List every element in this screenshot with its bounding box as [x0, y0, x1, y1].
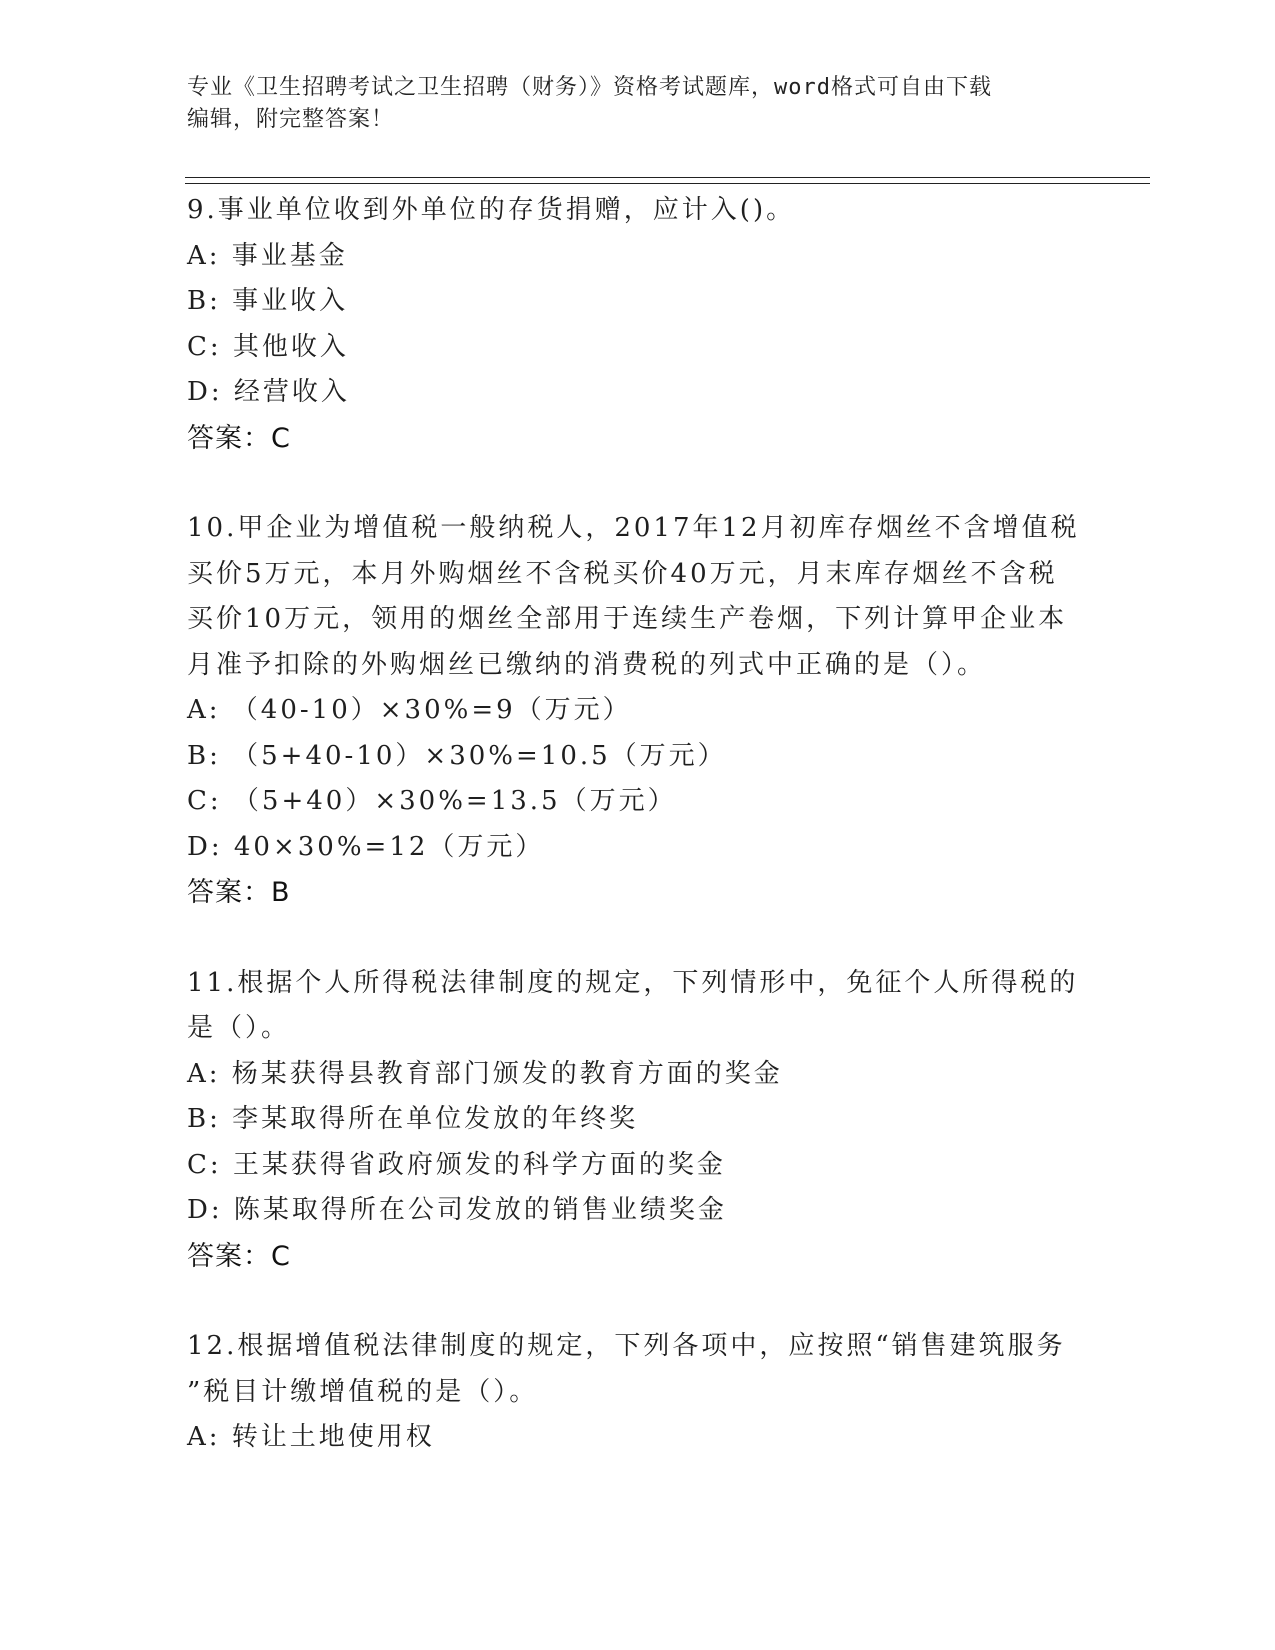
- question-stem: 是（）。: [187, 1013, 291, 1043]
- header-line: 编辑，附完整答案！: [187, 107, 395, 132]
- question-stem: 9.事业单位收到外单位的存货捐赠，应计入()。: [187, 195, 796, 225]
- option-d: D: 经营收入: [187, 377, 350, 407]
- question-stem: ”税目计缴增值税的是（）。: [187, 1376, 539, 1407]
- answer-line: [187, 416, 1087, 462]
- option-d: D: 40×30%=12（万元）: [187, 831, 545, 862]
- option-b: B: 事业收入: [187, 286, 349, 316]
- option-c: C: 王某获得省政府颁发的科学方面的奖金: [187, 1149, 726, 1180]
- question-stem: 买价10万元，领用的烟丝全部用于连续生产卷烟，下列计算甲企业本: [187, 604, 1068, 634]
- question-11: [187, 961, 1087, 1280]
- answer-value: C: [271, 422, 291, 454]
- option-b: B: （5+40-10）×30%=10.5（万元）: [187, 740, 727, 771]
- question-list: [187, 188, 1087, 1461]
- answer-line: [187, 870, 1087, 916]
- question-12: [187, 1324, 1087, 1461]
- header-divider: [185, 177, 1150, 178]
- question-stem: 买价5万元，本月外购烟丝不含税买价40万元，月末库存烟丝不含税: [187, 558, 1058, 589]
- answer-label: 答案：: [187, 1240, 271, 1272]
- header-line: 专业《卫生招聘考试之卫生招聘（财务）》资格考试题库，word格式可自由下载: [187, 75, 992, 100]
- option-d: D: 陈某取得所在公司发放的销售业绩奖金: [187, 1195, 727, 1225]
- question-10: [187, 506, 1087, 916]
- question-stem: 10.甲企业为增值税一般纳税人，2017年12月初库存烟丝不含增值税: [187, 513, 1080, 543]
- question-stem: 11.根据个人所得税法律制度的规定，下列情形中，免征个人所得税的: [187, 967, 1079, 998]
- option-b: B: 李某取得所在单位发放的年终奖: [187, 1104, 639, 1134]
- answer-value: B: [271, 877, 291, 908]
- question-stem: 月准予扣除的外购烟丝已缴纳的消费税的列式中正确的是（）。: [187, 649, 987, 680]
- question-stem: 12.根据增值税法律制度的规定，下列各项中，应按照“销售建筑服务: [187, 1331, 1066, 1361]
- answer-label: 答案：: [187, 422, 271, 454]
- option-a: A: 转让土地使用权: [187, 1422, 435, 1452]
- document-header: [187, 72, 1067, 136]
- header-divider: [185, 183, 1150, 184]
- option-a: A: （40-10）×30%=9（万元）: [187, 695, 632, 725]
- answer-value: C: [271, 1240, 291, 1272]
- option-c: C: 其他收入: [187, 331, 349, 362]
- option-a: A: 事业基金: [187, 240, 348, 271]
- question-9: [187, 188, 1087, 461]
- answer-line: [187, 1234, 1087, 1280]
- option-a: A: 杨某获得县教育部门颁发的教育方面的奖金: [187, 1058, 783, 1089]
- answer-label: 答案：: [187, 877, 271, 908]
- option-c: C: （5+40）×30%=13.5（万元）: [187, 786, 677, 816]
